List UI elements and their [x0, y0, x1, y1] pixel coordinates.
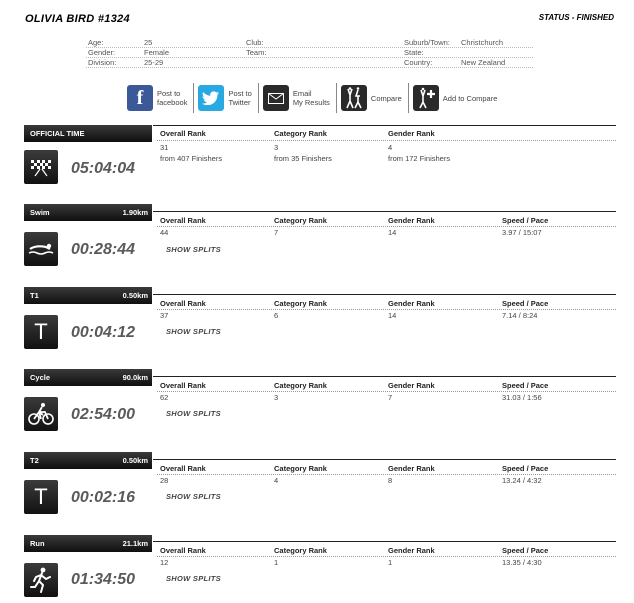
twitter-icon [198, 85, 224, 111]
overall-rank-header: Overall Rank [160, 464, 206, 473]
speed-pace-header: Speed / Pace [502, 299, 549, 308]
speed-pace-value: 7.14 / 8:24 [502, 311, 538, 320]
leg-name: Swim [30, 208, 50, 217]
leg-distance: 1.90km [122, 208, 148, 217]
speed-pace-header: Speed / Pace [502, 546, 549, 555]
compare-icon [341, 85, 367, 111]
overall-rank-value: 31 [160, 143, 169, 152]
show-splits-link[interactable]: SHOW SPLITS [166, 245, 221, 254]
club-label: Club: [246, 38, 264, 47]
overall-rank-value: 44 [160, 228, 169, 237]
email-label-1: Email [292, 89, 312, 98]
leg-time: 02:54:00 [71, 406, 136, 423]
add-compare-icon [413, 85, 439, 111]
gender-rank-header: Gender Rank [388, 381, 435, 390]
social-bar [127, 83, 503, 113]
official-time-label: OFFICIAL TIME [30, 129, 85, 138]
gender-rank-value: 14 [388, 228, 397, 237]
gender-rank-value: 14 [388, 311, 397, 320]
add-to-compare-button[interactable] [413, 83, 504, 113]
overall-rank-header: Overall Rank [160, 299, 206, 308]
leg-distance: 0.50km [122, 456, 148, 465]
gender-rank-value: 1 [388, 558, 393, 567]
cycle-icon [24, 397, 58, 431]
leg-name: T1 [30, 291, 39, 300]
facebook-label-1: Post to [157, 89, 181, 98]
compare-button[interactable] [341, 83, 408, 113]
leg-header [24, 369, 152, 386]
facebook-label-2: facebook [157, 98, 188, 107]
category-rank-value: 3 [274, 393, 279, 402]
gender-label: Gender: [88, 48, 116, 57]
category-finishers: from 35 Finishers [274, 154, 332, 163]
overall-rank-value: 28 [160, 476, 169, 485]
envelope-icon [263, 85, 289, 111]
gender-rank-header: Gender Rank [388, 464, 435, 473]
gender-rank-header: Gender Rank [388, 216, 435, 225]
state-label: State: [404, 48, 424, 57]
facebook-icon: f [127, 85, 153, 111]
official-time: 05:04:04 [71, 160, 136, 177]
email-label-2: My Results [292, 98, 330, 107]
show-splits-link[interactable]: SHOW SPLITS [166, 574, 221, 583]
leg-name: Cycle [30, 373, 51, 382]
suburb-value: Christchurch [461, 38, 504, 47]
leg-header [24, 204, 152, 221]
gender-rank-value: 7 [388, 393, 393, 402]
division-value: 25-29 [144, 58, 164, 67]
checkered-flag-icon [24, 150, 58, 184]
category-rank-value: 3 [274, 143, 279, 152]
speed-pace-header: Speed / Pace [502, 464, 549, 473]
speed-pace-value: 13.35 / 4:30 [502, 558, 542, 567]
official-time-header [24, 125, 152, 142]
gender-rank-header: Gender Rank [388, 546, 435, 555]
category-rank-value: 6 [274, 311, 279, 320]
speed-pace-header: Speed / Pace [502, 381, 549, 390]
twitter-label-1: Post to [228, 89, 252, 98]
compare-label: Compare [370, 93, 402, 103]
country-label: Country: [404, 58, 433, 67]
category-rank-value: 4 [274, 476, 279, 485]
leg-time: 00:28:44 [71, 241, 136, 258]
overall-rank-header: Overall Rank [160, 216, 206, 225]
team-label: Team: [246, 48, 267, 57]
leg-distance: 21.1km [122, 539, 148, 548]
show-splits-link[interactable]: SHOW SPLITS [166, 492, 221, 501]
overall-rank-header: Overall Rank [160, 129, 206, 138]
age-value: 25 [144, 38, 153, 47]
show-splits-link[interactable]: SHOW SPLITS [166, 327, 221, 336]
overall-rank-value: 12 [160, 558, 169, 567]
category-rank-header: Category Rank [274, 216, 327, 225]
athlete-info-panel [86, 38, 533, 68]
leg-distance: 0.50km [122, 291, 148, 300]
leg-name: T2 [30, 456, 39, 465]
twitter-button[interactable] [198, 83, 257, 113]
transition-icon: T [24, 315, 58, 349]
category-rank-header: Category Rank [274, 299, 327, 308]
country-value: New Zealand [461, 58, 506, 67]
show-splits-link[interactable]: SHOW SPLITS [166, 409, 221, 418]
overall-rank-header: Overall Rank [160, 546, 206, 555]
gender-finishers: from 172 Finishers [388, 154, 451, 163]
transition-icon: T [24, 480, 58, 514]
leg-name: Run [30, 539, 45, 548]
leg-header [24, 287, 152, 304]
category-rank-header: Category Rank [274, 546, 327, 555]
category-rank-value: 7 [274, 228, 279, 237]
twitter-label-2: Twitter [228, 98, 251, 107]
gender-rank-header: Gender Rank [388, 299, 435, 308]
gender-value: Female [144, 48, 170, 57]
athlete-name: OLIVIA BIRD #1324 [25, 13, 130, 25]
overall-rank-value: 62 [160, 393, 169, 402]
speed-pace-value: 3.97 / 15:07 [502, 228, 542, 237]
age-label: Age: [88, 38, 104, 47]
run-icon [24, 563, 58, 597]
swim-icon [24, 232, 58, 266]
speed-pace-header: Speed / Pace [502, 216, 549, 225]
division-label: Division: [88, 58, 117, 67]
gender-rank-value: 4 [388, 143, 393, 152]
suburb-label: Suburb/Town: [404, 38, 450, 47]
overall-rank-value: 37 [160, 311, 169, 320]
speed-pace-value: 31.03 / 1:56 [502, 393, 542, 402]
speed-pace-value: 13.24 / 4:32 [502, 476, 542, 485]
add-compare-label: Add to Compare [442, 93, 498, 103]
gender-rank-header: Gender Rank [388, 129, 435, 138]
gender-rank-value: 8 [388, 476, 393, 485]
category-rank-value: 1 [274, 558, 279, 567]
category-rank-header: Category Rank [274, 381, 327, 390]
overall-finishers: from 407 Finishers [160, 154, 223, 163]
leg-time: 01:34:50 [71, 571, 136, 588]
category-rank-header: Category Rank [274, 129, 327, 138]
leg-distance: 90.0km [122, 373, 148, 382]
leg-time: 00:04:12 [71, 324, 136, 341]
category-rank-header: Category Rank [274, 464, 327, 473]
status-label: STATUS - FINISHED [538, 13, 614, 22]
facebook-button[interactable] [127, 83, 193, 113]
leg-header [24, 535, 152, 552]
email-button[interactable] [263, 83, 336, 113]
overall-rank-header: Overall Rank [160, 381, 206, 390]
leg-time: 00:02:16 [71, 489, 136, 506]
leg-header [24, 452, 152, 469]
